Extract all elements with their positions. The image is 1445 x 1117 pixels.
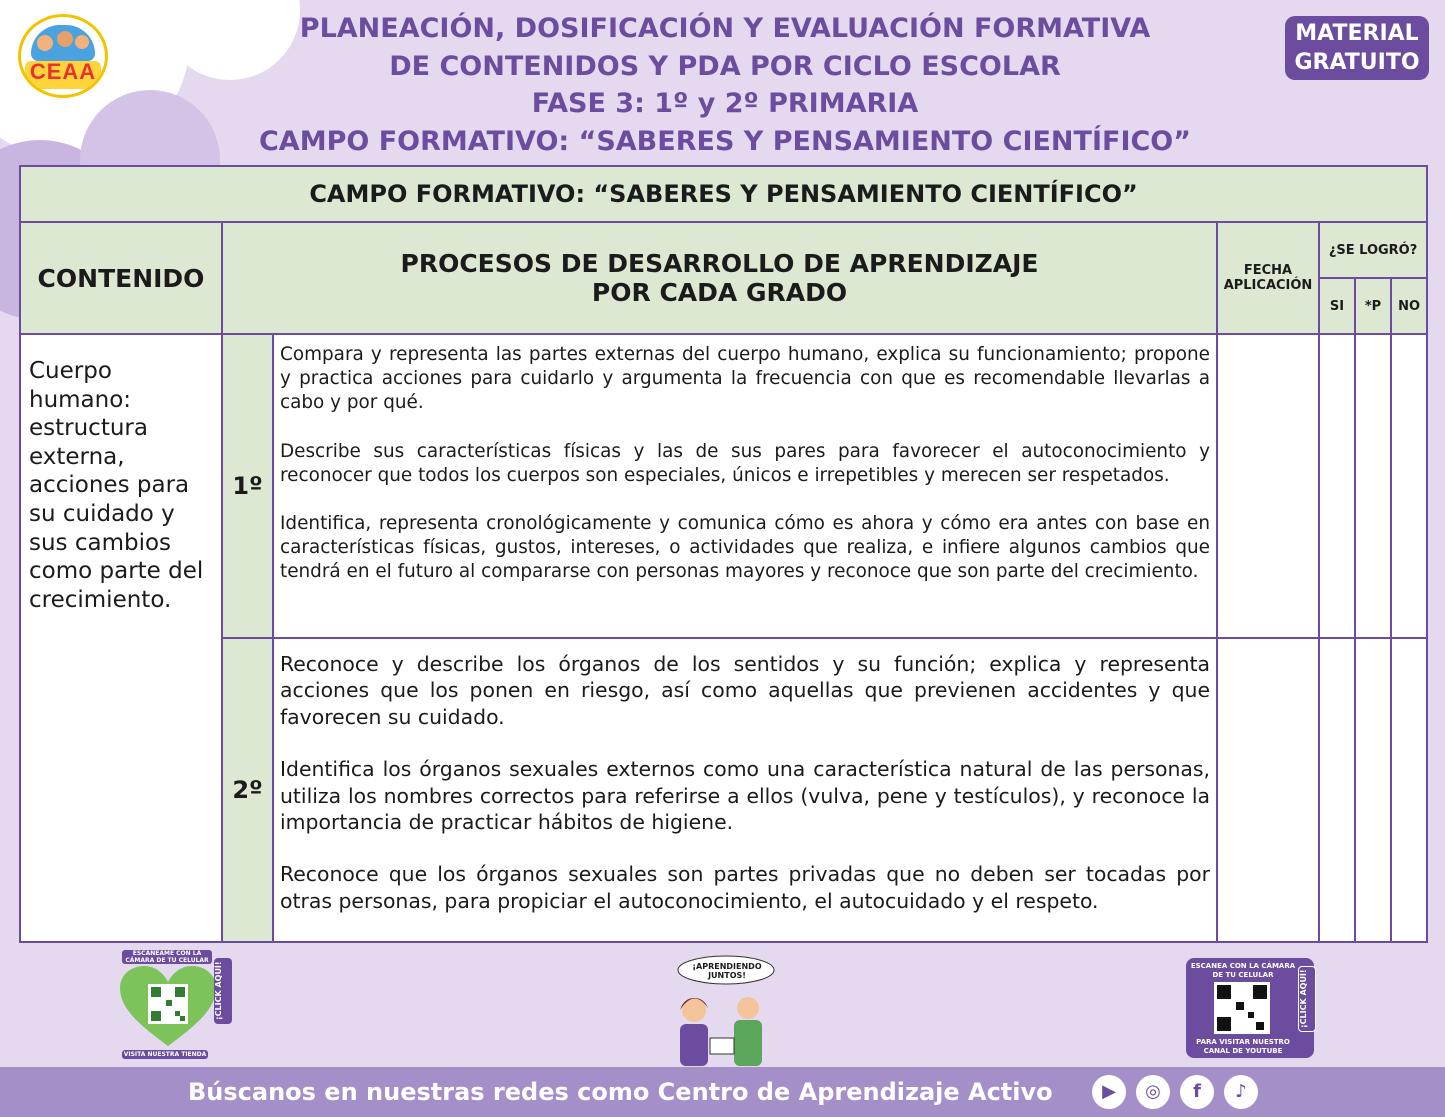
p-cell-grade-2[interactable] bbox=[1355, 638, 1391, 942]
page-title bbox=[230, 10, 1220, 160]
store-qr-bottom-caption: VISITA NUESTRA TIENDA bbox=[123, 1051, 207, 1058]
youtube-click-here[interactable]: ¡CLICK AQUÍ! bbox=[1298, 966, 1316, 1032]
no-cell-grade-2[interactable] bbox=[1391, 638, 1427, 942]
no-header: NO bbox=[1391, 278, 1427, 334]
ceaa-logo bbox=[18, 14, 108, 98]
instagram-icon[interactable]: ◎ bbox=[1136, 1075, 1170, 1109]
youtube-qr-link[interactable] bbox=[1186, 958, 1322, 1058]
mascots-bubble: ¡APRENDIENDO JUNTOS! bbox=[692, 962, 762, 980]
mascots-illustration bbox=[664, 952, 782, 1072]
no-cell-grade-1[interactable] bbox=[1391, 334, 1427, 638]
pda-item: Reconoce que los órganos sexuales son partes privadas que no deben ser tocadas por otras personas, para propiciar el autoconocimiento, el autocuidado y el respeto. bbox=[280, 862, 1210, 913]
title-line: DE CONTENIDOS Y PDA POR CICLO ESCOLAR bbox=[389, 50, 1061, 82]
heart-qr-icon bbox=[118, 966, 218, 1048]
youtube-icon[interactable]: ▶ bbox=[1092, 1075, 1126, 1109]
tiktok-icon[interactable]: ♪ bbox=[1224, 1075, 1258, 1109]
se-logro-header: ¿SE LOGRÓ? bbox=[1319, 222, 1427, 278]
pda-header-line: PROCESOS DE DESARROLLO DE APRENDIZAJE bbox=[400, 249, 1039, 278]
title-line: PLANEACIÓN, DOSIFICACIÓN Y EVALUACIÓN FORMATIVA bbox=[299, 13, 1151, 44]
logo-text: CEAA bbox=[29, 59, 97, 84]
grade-label-1: 1º bbox=[222, 334, 273, 638]
fecha-header-line: FECHA bbox=[1243, 263, 1293, 278]
campo-formativo-header: CAMPO FORMATIVO: “SABERES Y PENSAMIENTO CIENTÍFICO” bbox=[20, 166, 1427, 222]
pda-header-line: POR CADA GRADO bbox=[591, 278, 848, 307]
pda-item: Describe sus características físicas y las de sus pares para favorecer el autoconocimiento y reconocer que todos los cuerpos son especiales, únicos e irrepetibles y merecen ser respetados. bbox=[280, 440, 1210, 486]
facebook-icon[interactable]: f bbox=[1180, 1075, 1214, 1109]
store-qr-top-caption: ESCANÉAME CON LA CÁMARA DE TU CELULAR bbox=[122, 950, 212, 964]
fecha-cell-grade-1[interactable] bbox=[1217, 334, 1319, 638]
contenido-header: CONTENIDO bbox=[20, 222, 222, 334]
grade-label-2: 2º bbox=[222, 638, 273, 942]
pda-item: Identifica los órganos sexuales externos como una característica natural de las personas, utiliza los nombres correctos para referirse a ellos (vulva, pene y testículos), y reconoce la importancia de practicar hábitos de higiene. bbox=[280, 757, 1210, 835]
pda-item: Reconoce y describe los órganos de los sentidos y su función; explica y representa acciones que los ponen en riesgo, así como aquellas que previenen accidentes y que favorecen su cuidado. bbox=[280, 652, 1210, 729]
pda-item: Identifica, representa cronológicamente y comunica cómo es ahora y cómo era antes con base en características físicas, gustos, intereses, o actividades que realiza, e infiere algunos cambios que tendrá en el futuro al compararse con personas mayores y reconoce que son parte del crecimiento. bbox=[280, 513, 1210, 583]
youtube-qr-top-caption: ESCANEA CON LA CÁMARA DE TU CELULAR bbox=[1190, 962, 1296, 979]
fecha-header bbox=[1217, 222, 1319, 334]
p-header: *P bbox=[1355, 278, 1391, 334]
store-click-here[interactable]: ¡CLICK AQUÍ! bbox=[214, 958, 232, 1024]
footer-text: Búscanos en nuestras redes como Centro de Aprendizaje Activo bbox=[188, 1078, 1053, 1106]
title-line: FASE 3: 1º y 2º PRIMARIA bbox=[531, 88, 919, 119]
planning-table bbox=[19, 165, 1428, 943]
si-header: SI bbox=[1319, 278, 1355, 334]
youtube-qr-bottom-caption: PARA VISITAR NUESTRO CANAL DE YOUTUBE bbox=[1196, 1038, 1290, 1055]
pda-header bbox=[222, 222, 1217, 334]
title-line: CAMPO FORMATIVO: “SABERES Y PENSAMIENTO CIENTÍFICO” bbox=[258, 125, 1191, 157]
free-material-badge bbox=[1285, 16, 1429, 80]
fecha-cell-grade-2[interactable] bbox=[1217, 638, 1319, 942]
fecha-header-line: APLICACIÓN bbox=[1223, 278, 1313, 293]
badge-line: MATERIAL bbox=[1295, 21, 1419, 46]
youtube-qr-code-icon bbox=[1214, 982, 1270, 1034]
si-cell-grade-2[interactable] bbox=[1319, 638, 1355, 942]
si-cell-grade-1[interactable] bbox=[1319, 334, 1355, 638]
pda-cell-grade-2 bbox=[273, 638, 1217, 942]
contenido-cell: Cuerpo humano: estructura externa, acciones para su cuidado y sus cambios como parte del crecimiento. bbox=[20, 334, 222, 942]
p-cell-grade-1[interactable] bbox=[1355, 334, 1391, 638]
footer bbox=[0, 1067, 1445, 1117]
pda-cell-grade-1 bbox=[273, 334, 1217, 638]
badge-line: GRATUITO bbox=[1294, 50, 1420, 75]
store-qr-link[interactable] bbox=[118, 950, 238, 1058]
pda-item: Compara y representa las partes externas del cuerpo humano, explica su funcionamiento; propone y practica acciones para cuidarlo y argumenta la frecuencia con que es recomendable llevarlas a cabo y por qué. bbox=[280, 344, 1210, 414]
